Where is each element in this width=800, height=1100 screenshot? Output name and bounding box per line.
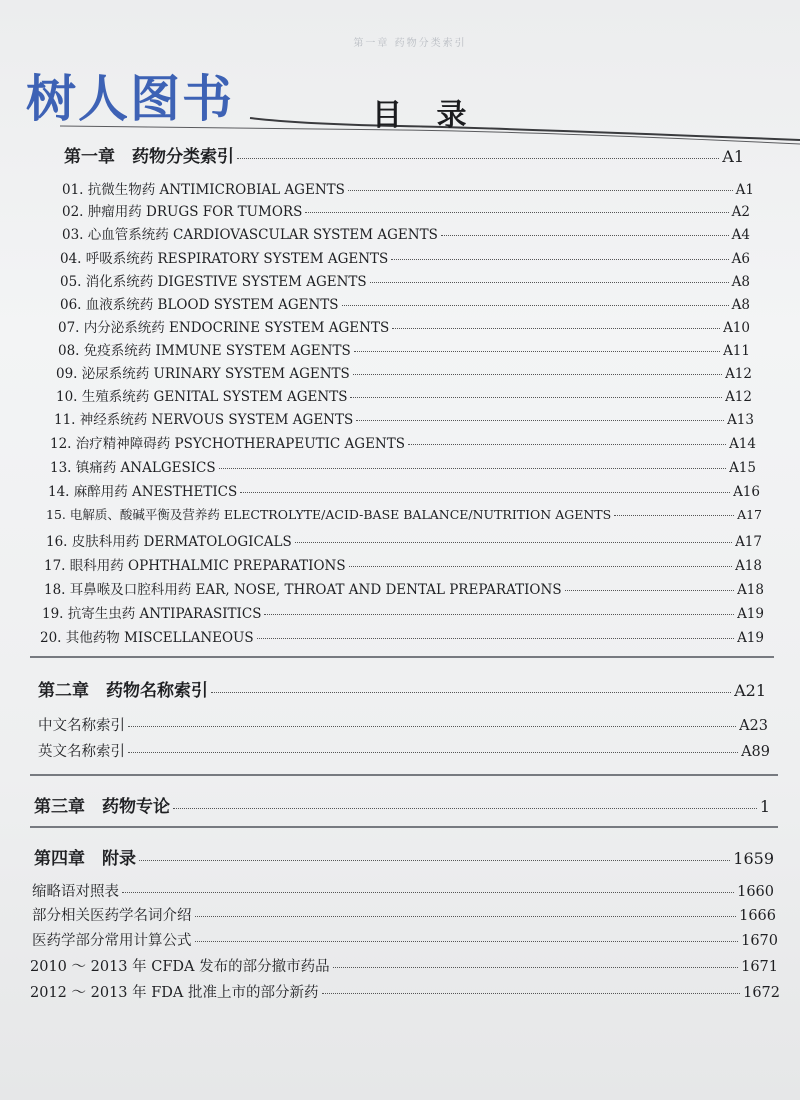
leader-dots — [348, 190, 733, 191]
toc-chapter-3[interactable] — [34, 792, 770, 817]
leader-dots — [211, 692, 731, 693]
entry-page: A14 — [729, 436, 756, 452]
leader-dots — [350, 397, 722, 398]
entry-page: A13 — [727, 412, 754, 428]
leader-dots — [349, 566, 732, 567]
entry-label: 2010 ～ 2013 年 CFDA 发布的部分撤市药品 — [30, 959, 330, 975]
leader-dots — [139, 860, 730, 861]
entry-label: 15. 电解质、酸碱平衡及营养药 ELECTROLYTE/ACID-BASE BALANCE/NUTRITION AGENTS — [46, 507, 612, 522]
toc-entry[interactable] — [30, 981, 780, 1002]
entry-label: 16. 皮肤科用药 DERMATOLOGICALS — [46, 534, 292, 550]
leader-dots — [408, 444, 726, 445]
leader-dots — [614, 515, 734, 516]
chapter-page: A1 — [722, 147, 744, 166]
entry-page: A12 — [725, 366, 752, 382]
toc-entry[interactable] — [44, 554, 762, 574]
leader-dots — [565, 590, 735, 591]
toc-entry[interactable] — [38, 740, 770, 761]
toc-entry[interactable] — [60, 247, 750, 267]
leader-dots — [195, 941, 739, 942]
entry-label: 14. 麻醉用药 ANESTHETICS — [48, 484, 238, 500]
toc-entry[interactable] — [62, 178, 754, 198]
entry-page: 1670 — [741, 933, 778, 949]
entry-label: 02. 肿瘤用药 DRUGS FOR TUMORS — [62, 204, 303, 220]
chapter-label: 第一章 药物分类索引 — [64, 147, 234, 167]
toc-entry[interactable] — [62, 200, 750, 220]
entry-label: 11. 神经系统药 NERVOUS SYSTEM AGENTS — [54, 412, 354, 428]
toc-entry[interactable] — [48, 480, 760, 500]
entry-page: A19 — [737, 606, 764, 622]
toc-entry[interactable] — [30, 955, 778, 976]
section-divider — [30, 826, 778, 828]
entry-page: 1672 — [743, 985, 780, 1001]
entry-label: 18. 耳鼻喉及口腔科用药 EAR, NOSE, THROAT AND DENTAL PREPARATIONS — [44, 582, 562, 598]
leader-dots — [356, 420, 724, 421]
leader-dots — [441, 235, 729, 236]
entry-page: A8 — [731, 297, 750, 313]
toc-chapter-4[interactable] — [34, 844, 774, 869]
entry-page: A17 — [737, 507, 762, 522]
toc-entry[interactable] — [40, 626, 764, 646]
entry-label: 04. 呼吸系统药 RESPIRATORY SYSTEM AGENTS — [60, 251, 389, 267]
leader-dots — [354, 351, 720, 352]
entry-label: 2012 ～ 2013 年 FDA 批准上市的部分新药 — [30, 985, 319, 1001]
toc-entry[interactable] — [46, 505, 762, 523]
toc-entry[interactable] — [32, 880, 774, 901]
leader-dots — [237, 158, 719, 159]
entry-page: A15 — [729, 460, 756, 476]
entry-page: A4 — [731, 227, 750, 243]
toc-entry[interactable] — [58, 339, 750, 359]
entry-label: 05. 消化系统药 DIGESTIVE SYSTEM AGENTS — [60, 274, 367, 290]
leader-dots — [322, 993, 741, 994]
entry-page: 1660 — [737, 884, 774, 900]
chapter-label: 第四章 附录 — [34, 849, 136, 869]
chapter-page: A21 — [734, 681, 766, 700]
entry-page: A19 — [737, 630, 764, 646]
entry-label: 10. 生殖系统药 GENITAL SYSTEM AGENTS — [56, 389, 348, 405]
entry-label: 07. 内分泌系统药 ENDOCRINE SYSTEM AGENTS — [58, 320, 390, 336]
toc-entry[interactable] — [32, 904, 776, 925]
entry-page: A10 — [723, 320, 750, 336]
section-divider — [30, 774, 778, 776]
entry-label: 部分相关医药学名词介绍 — [32, 908, 192, 924]
entry-label: 医药学部分常用计算公式 — [32, 933, 192, 949]
toc-entry[interactable] — [50, 456, 756, 476]
toc-entry[interactable] — [56, 385, 752, 405]
toc-chapter-2[interactable] — [38, 676, 766, 701]
entry-page: A8 — [731, 274, 750, 290]
entry-label: 13. 镇痛药 ANALGESICS — [50, 460, 216, 476]
leader-dots — [128, 752, 738, 753]
chapter-page: 1 — [759, 797, 770, 816]
entry-label: 09. 泌尿系统药 URINARY SYSTEM AGENTS — [56, 366, 350, 382]
entry-page: 1666 — [739, 908, 776, 924]
page-title: 目 录 — [372, 98, 479, 133]
toc-entry[interactable] — [58, 316, 750, 336]
toc-entry[interactable] — [62, 223, 750, 243]
entry-page: A11 — [723, 343, 750, 359]
chapter-label: 第二章 药物名称索引 — [38, 681, 208, 701]
entry-page: A12 — [725, 389, 752, 405]
leader-dots — [305, 212, 728, 213]
toc-entry[interactable] — [38, 714, 768, 735]
entry-label: 17. 眼科用药 OPHTHALMIC PREPARATIONS — [44, 558, 346, 574]
entry-label: 英文名称索引 — [38, 744, 125, 760]
leader-dots — [392, 328, 720, 329]
entry-label: 中文名称索引 — [38, 718, 125, 734]
section-divider — [30, 656, 774, 658]
toc-entry[interactable] — [42, 602, 764, 622]
toc-entry[interactable] — [60, 293, 750, 313]
toc-entry[interactable] — [44, 578, 764, 598]
leader-dots — [219, 468, 726, 469]
entry-label: 01. 抗微生物药 ANTIMICROBIAL AGENTS — [62, 182, 345, 198]
entry-page: A1 — [735, 182, 754, 198]
toc-entry[interactable] — [54, 408, 754, 428]
leader-dots — [128, 726, 736, 727]
toc-entry[interactable] — [50, 432, 756, 452]
leader-dots — [333, 967, 738, 968]
toc-entry[interactable] — [56, 362, 752, 382]
leader-dots — [353, 374, 722, 375]
entry-label: 06. 血液系统药 BLOOD SYSTEM AGENTS — [60, 297, 339, 313]
leader-dots — [370, 282, 729, 283]
toc-entry[interactable] — [32, 929, 778, 950]
entry-page: A18 — [737, 582, 764, 598]
leader-dots — [257, 638, 734, 639]
entry-label: 缩略语对照表 — [32, 884, 119, 900]
leader-dots — [240, 492, 730, 493]
entry-label: 12. 治疗精神障碍药 PSYCHOTHERAPEUTIC AGENTS — [50, 436, 406, 452]
leader-dots — [195, 916, 737, 917]
entry-label: 03. 心血管系统药 CARDIOVASCULAR SYSTEM AGENTS — [62, 227, 438, 243]
entry-label: 19. 抗寄生虫药 ANTIPARASITICS — [42, 606, 262, 622]
leader-dots — [295, 542, 732, 543]
leader-dots — [264, 614, 734, 615]
entry-page: A2 — [731, 204, 750, 220]
entry-page: A23 — [739, 718, 768, 734]
entry-page: A89 — [741, 744, 770, 760]
running-head: 第一章 药物分类索引 — [353, 38, 467, 49]
entry-page: 1671 — [741, 959, 778, 975]
entry-page: A18 — [735, 558, 762, 574]
toc-entry[interactable] — [60, 270, 750, 290]
entry-page: A17 — [735, 534, 762, 550]
chapter-label: 第三章 药物专论 — [34, 797, 170, 817]
watermark-logo: 树人图书 — [26, 70, 234, 128]
toc-entry[interactable] — [46, 530, 762, 550]
leader-dots — [391, 259, 728, 260]
entry-label: 08. 免疫系统药 IMMUNE SYSTEM AGENTS — [58, 343, 351, 359]
entry-page: A6 — [731, 251, 750, 267]
leader-dots — [122, 892, 734, 893]
entry-page: A16 — [733, 484, 760, 500]
leader-dots — [342, 305, 729, 306]
leader-dots — [173, 808, 757, 809]
entry-label: 20. 其他药物 MISCELLANEOUS — [40, 630, 254, 646]
chapter-page: 1659 — [733, 849, 774, 868]
toc-chapter-1[interactable] — [64, 142, 744, 167]
